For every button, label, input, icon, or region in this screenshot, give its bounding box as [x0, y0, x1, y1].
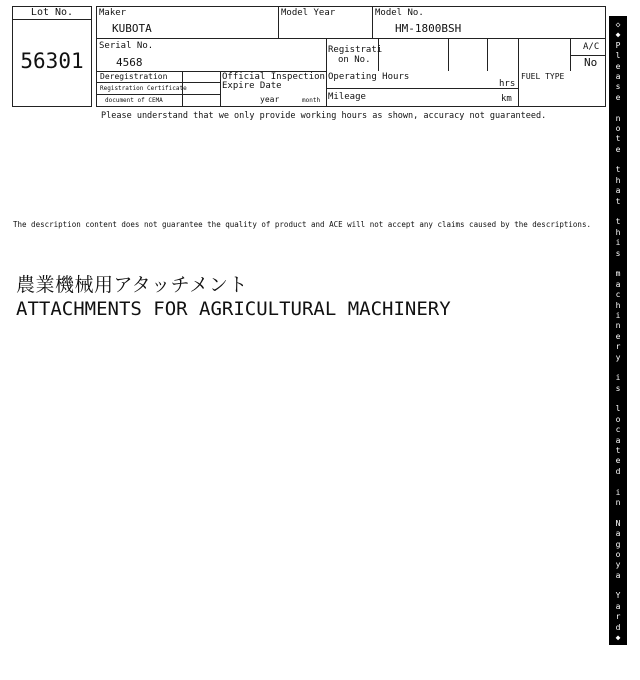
dereg-line-2 [96, 94, 220, 95]
location-sidebar [609, 16, 627, 653]
title-japanese: 農業機械用アタッチメント [16, 274, 248, 296]
operating-hours-unit: hrs [499, 79, 516, 89]
col-line-reg [326, 38, 327, 107]
mileage-label: Mileage [328, 92, 366, 102]
operating-hours-label: Operating Hours [328, 72, 410, 82]
inspection-label-line1: Official Inspection [222, 72, 325, 82]
ac-label: A/C [583, 42, 600, 52]
col-line-reg-box2 [448, 38, 449, 71]
maker-label: Maker [99, 8, 127, 18]
title-english: ATTACHMENTS FOR AGRICULTURAL MACHINERY [16, 298, 451, 320]
fuel-type-label: FUEL TYPE [521, 72, 565, 81]
serial-label: Serial No. [99, 41, 154, 51]
lot-divider [12, 19, 92, 20]
cema-document-label: document of CEMA [105, 97, 163, 104]
serial-value: 4568 [116, 56, 143, 69]
row-line-1 [96, 38, 606, 39]
deregistration-label: Deregistration [100, 72, 168, 81]
registration-label-line1: Registrati [328, 45, 383, 55]
col-line-reg-box3 [487, 38, 488, 71]
col-line-modelno [372, 6, 373, 38]
col-line-reg-box4 [518, 38, 519, 107]
model-no-value: HM-1800BSH [395, 22, 462, 35]
inspection-month-label: month [302, 97, 321, 104]
maker-value: KUBOTA [112, 22, 152, 35]
model-no-label: Model No. [375, 8, 424, 18]
ac-value: No [584, 56, 598, 69]
model-year-label: Model Year [281, 8, 336, 18]
lot-number: 56301 [20, 49, 84, 73]
hours-accuracy-notice: Please understand that we only provide working hours as shown, accuracy not guaranteed. [101, 111, 547, 121]
inspection-label-line2: Expire Date [222, 81, 282, 91]
location-note: ◇ ◆ P l e a s e n o t e t h a t t h i s m a c h i n e r y i s l o c a t e d i n N a g o y a Y a r d ◆ ◇ [615, 20, 621, 653]
registration-certificate-label: Registration Certificate [100, 85, 187, 92]
inspection-year-label: year [260, 95, 280, 104]
col-line-inspection [220, 71, 221, 107]
description-disclaimer: The description content does not guarantee the quality of product and ACE will not accept any claims caused by the descriptions. [13, 220, 591, 229]
col-line-ac [570, 38, 571, 71]
dereg-line-1 [96, 82, 220, 83]
mileage-unit: km [501, 94, 512, 104]
lot-label: Lot No. [30, 7, 74, 18]
col-line-modelyear [278, 6, 279, 38]
hours-line [326, 88, 518, 89]
registration-label-line2: on No. [338, 55, 371, 65]
